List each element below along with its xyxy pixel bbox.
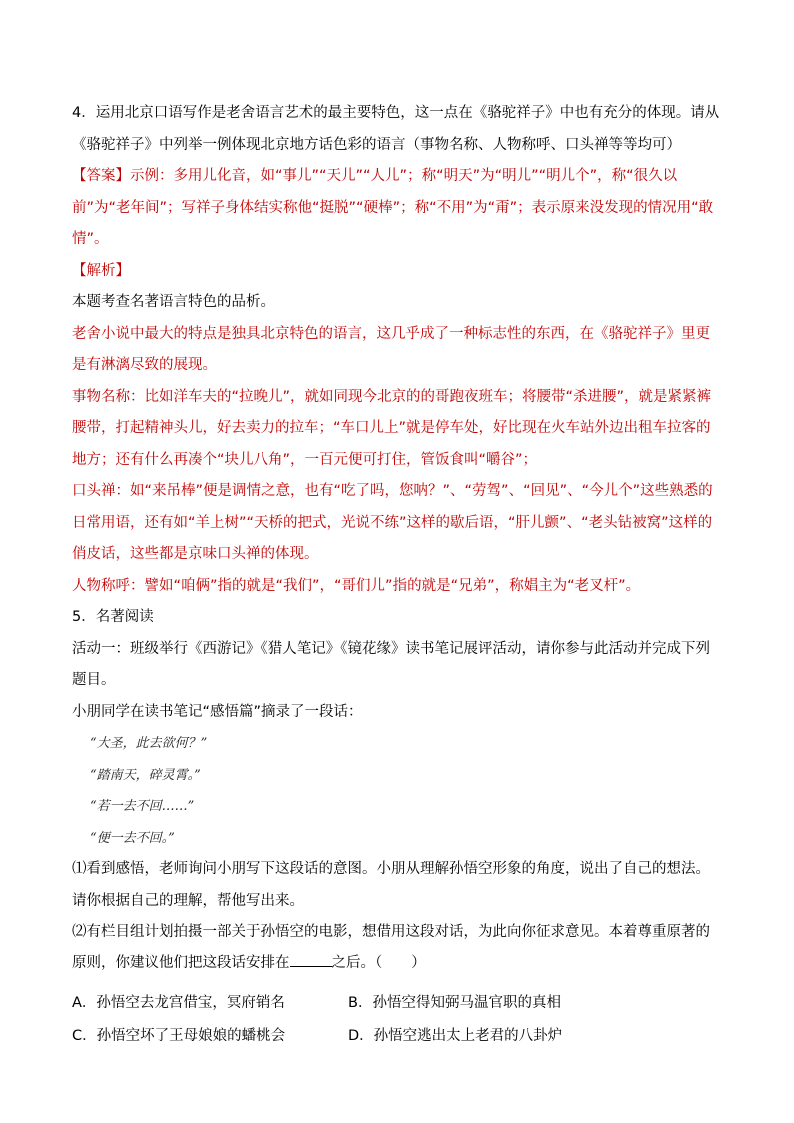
- option-a[interactable]: A．孙悟空去龙宫借宝，冥府销名: [72, 995, 285, 1011]
- sub-question-2-tail: 之后。（ ）: [331, 955, 426, 971]
- choice-options: [72, 987, 722, 1053]
- analysis-paragraph-2: 事物名称：比如洋车夫的“拉晚儿”，就如同现今北京的的哥跑夜班车；将腰带“杀进腰”，就是紧紧裤腰带，打起精神头儿，好去卖力的拉车；“车口儿上”就是停车处，好比现在火车站外边出租车拉客的地方；还有什么再凑个“块儿八角”，一百元便可打住，管饭食叫“嚼谷”；: [72, 388, 712, 468]
- analysis-tag: 【解析】: [72, 262, 130, 279]
- quote-line: “若一去不回……”: [90, 799, 195, 814]
- answer-text: 示例：多用儿化音，如“事儿”“天儿”“人儿”；称“明天”为“明儿”“明儿个”，称“很久以前”为“老年间”；写祥子身体结实称他“挺脱”“硬棒”；称“不用”为“甭”；表示原来没发现的情况用“敢情”。: [72, 168, 714, 247]
- analysis-intro: 本题考查名著语言特色的品析。: [72, 294, 275, 310]
- quote-line: “踏南天，碎灵霄。”: [90, 767, 201, 783]
- analysis-paragraph-3: 口头禅：如“来吊棒”便是调情之意，也有“吃了吗，您呐？”、“劳驾”、“回见”、“今儿个”这些熟悉的日常用语，还有如“羊上树”“天桥的把式，光说不练”这样的歇后语，“肝儿颤”、“老头钻被窝”这样的俏皮话，这些都是京味口头禅的体现。: [72, 483, 713, 562]
- sub-question-2: [72, 917, 722, 979]
- option-c[interactable]: C．孙悟空坏了王母娘娘的蟠桃会: [72, 1028, 286, 1044]
- analysis-paragraph-4: 人物称呼：譬如“咱俩”指的就是“我们”，“哥们儿”指的就是“兄弟”，称娼主为“老叉杆”。: [72, 577, 641, 594]
- quote-line: “大圣，此去欲何？”: [90, 736, 208, 751]
- analysis-paragraph-1: 老舍小说中最大的特点是独具北京特色的语言，这几乎成了一种标志性的东西，在《骆驼祥子》里更是有淋漓尽致的展现。: [72, 325, 710, 373]
- question-5-title: 5．名著阅读: [72, 609, 154, 625]
- answer-tag: 【答案】: [72, 168, 130, 184]
- document-content: [72, 98, 722, 1053]
- question-5-activity: 活动一：班级举行《西游记》《猎人笔记》《镜花缘》读书笔记展评活动，请你参与此活动并完成下列题目。: [72, 640, 710, 688]
- option-b[interactable]: B．孙悟空得知弼马温官职的真相: [348, 995, 561, 1011]
- quote-line: “便一去不回。”: [90, 830, 175, 846]
- question-4-stem: 4．运用北京口语写作是老舍语言艺术的最主要特色，这一点在《骆驼祥子》中也有充分的体现。请从《骆驼祥子》中列举一例体现北京地方话色彩的语言（事物名称、人物称呼、口头禅等等均可）: [72, 105, 720, 153]
- question-5-intro: 小朋同学在读书笔记“感悟篇”摘录了一段话：: [72, 703, 363, 720]
- answer-blank[interactable]: [290, 952, 332, 967]
- sub-question-1: ⑴看到感悟，老师询问小朋写下这段话的意图。小朋从理解孙悟空形象的角度，说出了自己的想法。请你根据自己的理解，帮他写出来。: [72, 861, 710, 909]
- question-4-answer: [72, 161, 722, 256]
- option-d[interactable]: D．孙悟空逃出太上老君的八卦炉: [348, 1028, 563, 1044]
- sub-question-2-text: ⑵有栏目组计划拍摄一部关于孙悟空的电影，想借用这段对话，为此向你征求意见。本着尊重原著的原则，你建议他们把这段话安排在: [72, 924, 710, 971]
- spacer: [72, 979, 722, 987]
